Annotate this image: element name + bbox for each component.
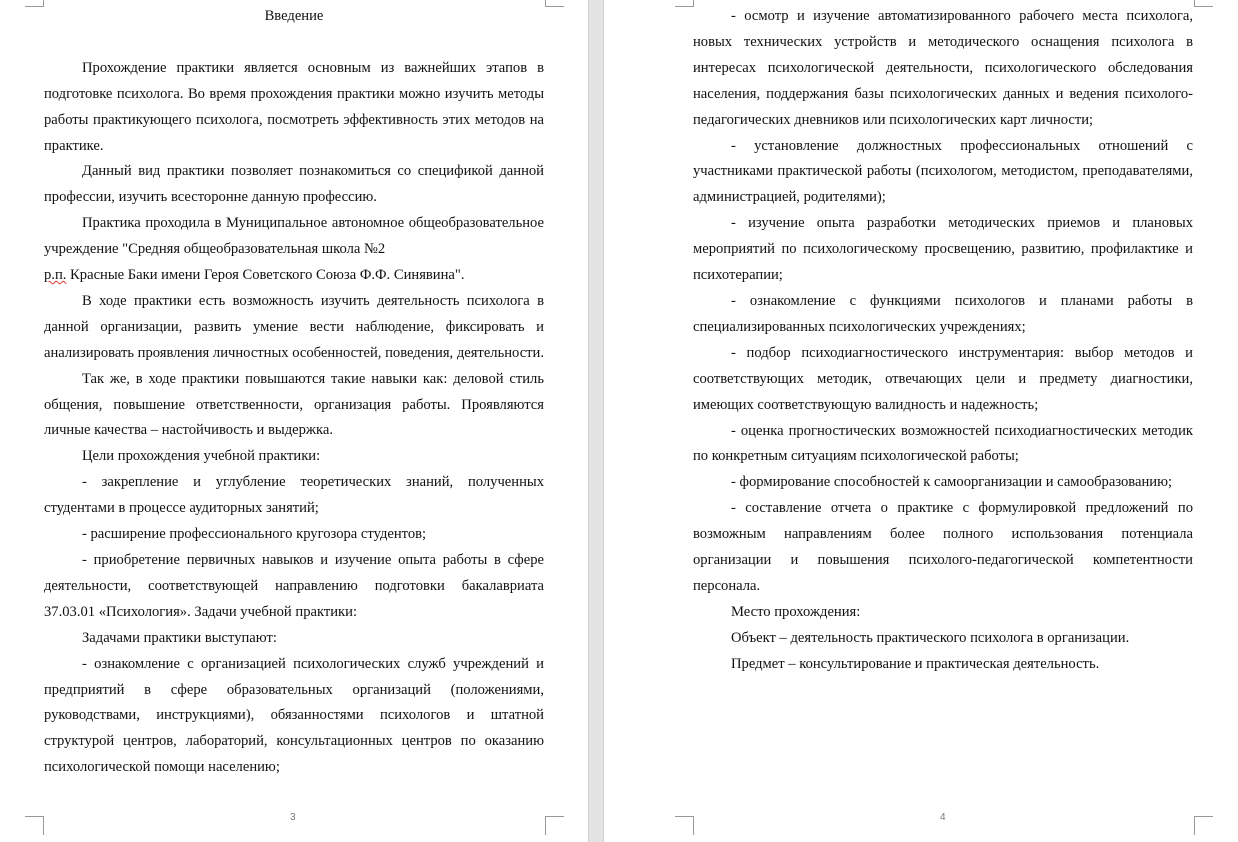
paragraph: Объект – деятельность практического психолога в организации. (731, 629, 1130, 646)
page-heading: Введение (264, 8, 324, 24)
paragraph: Место прохождения: (731, 603, 861, 620)
paragraph: Так же, в ходе практики повышаются такие навыки как: деловой стиль общения, повышение ответственности, организация работы. Проявляются личные качества – настойчивость и выдержка. (44, 370, 544, 439)
paragraph: Прохождение практики является основным из важнейших этапов в подготовке психолога. Во время прохождения практики можно изучить методы работы практикующего психолога, посмотреть эффективность этих методов на практике. (44, 59, 544, 154)
list-item: - оценка прогностических возможностей психодиагностических методик по конкретным ситуациям психологической работы; (693, 422, 1193, 465)
right-page-body[interactable] (693, 4, 1193, 678)
list-item: - установление должностных профессиональных отношений с участниками практической работы (психологом, методистом, преподавателями, администрацией, родителями); (693, 137, 1193, 206)
paragraph: Задачами практики выступают: (82, 629, 277, 646)
margin-corner-top-right (1194, 0, 1213, 7)
margin-corner-top-left (25, 0, 44, 7)
paragraph: Практика проходила в Муниципальное автономное общеобразовательное учреждение "Средняя общеобразовательная школа №2 (44, 215, 544, 258)
paragraph-continuation (44, 263, 544, 289)
paragraph: Предмет – консультирование и практическая деятельность. (731, 655, 1100, 672)
list-item: - расширение профессионального кругозора студентов; (82, 526, 427, 543)
list-item: - осмотр и изучение автоматизированного рабочего места психолога, новых технических устройств и методического оснащения психолога в интересах психологической деятельности, психологического обследования населения, поддержания базы психологических данных и ведения психолого-педагогических дневников или психологических карт личности; (693, 8, 1193, 128)
page-number: 3 (290, 812, 296, 823)
list-item: - приобретение первичных навыков и изучение опыта работы в сфере деятельности, соответствующей направлению подготовки бакалавриата 37.03.01 «Психология». Задачи учебной практики: (44, 552, 544, 620)
list-item: - подбор психодиагностического инструментария: выбор методов и соответствующих методик, отвечающих цели и предмету диагностики, имеющих соответствующую валидность и надежность; (693, 344, 1193, 413)
left-page-body[interactable] (44, 4, 544, 781)
margin-corner-bottom-left (25, 816, 44, 835)
margin-corner-bottom-left (675, 816, 694, 835)
list-item: - формирование способностей к самоорганизации и самообразованию; (731, 474, 1173, 491)
document-page-right (604, 0, 1238, 842)
margin-corner-bottom-right (1194, 816, 1213, 835)
list-item: - составление отчета о практике с формулировкой предложений по возможным направлениям более полного использования потенциала организации и повышения психолого-педагогической компетентности персонала. (693, 500, 1193, 594)
paragraph-text: Красные Баки имени Героя Советского Союза Ф.Ф. Синявина". (66, 267, 465, 284)
margin-corner-bottom-right (545, 816, 564, 835)
list-item: - изучение опыта разработки методических приемов и плановых мероприятий по психологическому просвещению, развитию, профилактике и психотерапии; (693, 215, 1193, 284)
list-item: - ознакомление с организацией психологических служб учреждений и предприятий в сфере образовательных организаций (положениями, руководствами, инструкциями), обязанностями психологов и штатной структурой центров, лабораторий, консультационных центров по оказанию психологической помощи населению; (44, 655, 544, 776)
document-page-left (0, 0, 588, 842)
paragraph: В ходе практики есть возможность изучить деятельность психолога в данной организации, развить умение вести наблюдение, фиксировать и анализировать проявления личностных особенностей, поведения, деятельности. (44, 292, 545, 361)
margin-corner-top-right (545, 0, 564, 7)
paragraph: Цели прохождения учебной практики: (82, 448, 321, 465)
list-item: - ознакомление с функциями психологов и планами работы в специализированных психологических учреждениях; (693, 292, 1193, 335)
spellcheck-flagged-word[interactable]: р.п. (44, 267, 67, 284)
page-gap (588, 0, 604, 842)
list-item: - закрепление и углубление теоретических знаний, полученных студентами в процессе аудиторных занятий; (44, 474, 544, 517)
page-number: 4 (940, 812, 946, 823)
margin-corner-top-left (675, 0, 694, 7)
paragraph: Данный вид практики позволяет познакомиться со спецификой данной профессии, изучить всесторонне данную профессию. (44, 163, 544, 206)
